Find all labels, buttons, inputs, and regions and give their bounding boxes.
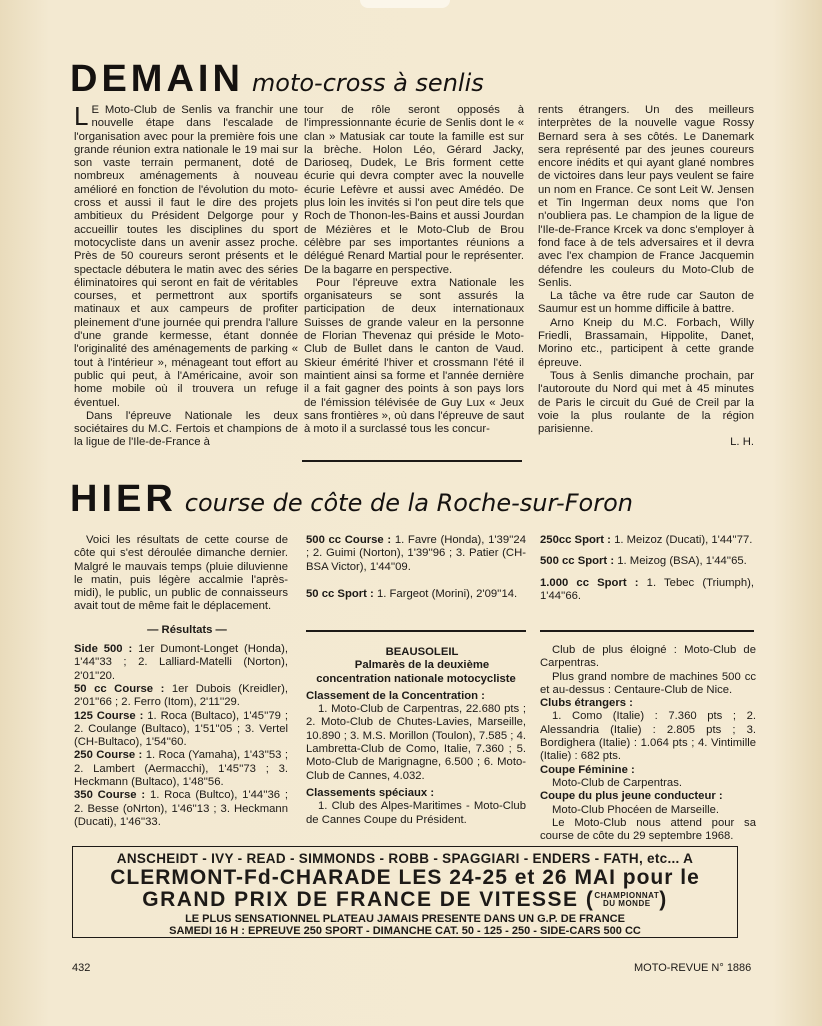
- beausoleil-right-column: [540, 644, 756, 843]
- speciaux-title: Classements spéciaux :: [306, 786, 435, 799]
- result-entry: Side 500 : 1er Dumont-Longet (Honda), 1'44''33 ; 2. Lalliard-Matelli (Norton), 2'01''20.: [74, 643, 288, 682]
- demain-paragraph: tour de rôle seront opposés à l'impressionnante écurie de Senlis dont le « clan » Matusiak car toute la famille est sur la brèche. Holon Léo, Gérard Jacky, Darioseq, Dudek, Le Bris forment cette écurie qui devra compter avec la nouvelle écurie Lefèvre et aussi avec Amédéo. De plus loin les invités si l'on peut dire tels que Roch de Thonon-les-Bains et aussi Jourdan de Mézières et le Moto-Club de Brou célèbre par ses importantes réunions a délégué Renard Martial pour le représenter. De la bagarre en perspective.: [304, 104, 524, 276]
- grand-prix-advertisement: [72, 846, 738, 938]
- hier-subtitle: course de côte de la Roche-sur-Foron: [184, 489, 633, 517]
- result-entry: 250cc Sport : 1. Meizoz (Ducati), 1'44''77.: [540, 534, 753, 546]
- result-entry: 1.000 cc Sport : 1. Tebec (Triumph), 1'44''66.: [540, 576, 754, 602]
- beausoleil-subtitle: Coupe du plus jeune conducteur :: [540, 790, 723, 803]
- result-entry: 50 cc Course : 1er Dubois (Kreidler), 2'01''66 ; 2. Ferro (Itom), 2'11''29.: [74, 682, 289, 709]
- demain-column-3: [538, 104, 754, 450]
- beausoleil-subtitle: Coupe Féminine :: [540, 763, 635, 776]
- beausoleil-subheading: Palmarès de la deuxième concentration nationale motocycliste: [316, 659, 516, 685]
- magazine-issue: MOTO-REVUE N° 1886: [634, 962, 752, 974]
- hier-title: HIER: [70, 478, 177, 520]
- author-signature: L. H.: [730, 436, 754, 449]
- beausoleil-entry: 1. Como (Italie) : 7.360 pts ; 2. Alessandria (Italie) : 2.805 pts ; 3. Bordighera (Italie) : 1.064 pts ; 4. Vintimille (Italie) : 682 pts.: [540, 710, 756, 763]
- classement-title: Classement de la Concentration :: [306, 689, 485, 702]
- classement-text: 1. Moto-Club de Carpentras, 22.680 pts ; 2. Moto-Club de Chutes-Lavies, Marseille, 10.890 ; 3. M.S. Morillon (Toulon), 7.585 ; 4. Lambretta-Club de Como, Italie, 7.360 ; 5. Moto-Club de Marignagne, 6.500 ; 6. Moto-Club de Cannes, 4.032.: [306, 703, 526, 782]
- schedule-line: SAMEDI 16 H : EPREUVE 250 SPORT - DIMANCHE CAT. 50 - 125 - 250 - SIDE-CARS 500 CC: [169, 925, 641, 937]
- beausoleil-entry: Moto-Club Phocéen de Marseille.: [552, 803, 720, 816]
- results-heading: — Résultats —: [147, 623, 227, 636]
- result-entry: 125 Course : 1. Roca (Bultaco), 1'45''79 ; 2. Coulange (Bultaco), 1'51''05 ; 3. Vertel (CH-Bultaco), 1'54''60.: [74, 709, 289, 749]
- page-fold: [360, 0, 450, 8]
- plateau-line: LE PLUS SENSATIONNEL PLATEAU JAMAIS PRESENTE DANS UN G.P. DE FRANCE: [185, 913, 625, 925]
- beausoleil-entry: Club de plus éloigné : Moto-Club de Carpentras.: [540, 644, 756, 670]
- section-divider: [302, 460, 522, 462]
- beausoleil-entry: Plus grand nombre de machines 500 cc et au-dessus : Centaure-Club de Nice.: [540, 670, 756, 696]
- demain-paragraph: L E Moto-Club de Senlis va franchir une nouvelle étape dans l'escalade de l'organisation avec pour la première fois une grande réunion extra nationale le 19 mai sur son vaste terrain permanent, doté de nombreux aménagements à nouveau amélioré en fonction de l'évolution du moto-cross et aussi il faut le dire des projets ambitieux du Président Delgorge pour y accueillir toutes les disciplines du sport motocycliste dans un avenir assez proche. Près de 50 coureurs seront présents et le spectacle débutera le matin avec des séries éliminatoires qui seront en fait de véritables courses, et permettront aux sportifs matinaux et aux campeurs de profiter pleinement d'une journée qui prendra l'allure d'une grande kermesse, étant donnée l'originalité des aménagements de parking « tout à l'intérieur », ménageant tout effort au public qui peut, à l'Américaine, avoir son home mobile où il trouvera un refuge éventuel.: [74, 101, 298, 409]
- result-entry: 500 cc Course : 1. Favre (Honda), 1'39''24 ; 2. Guimi (Norton), 1'39''96 ; 3. Patier (CH-BSA Victor), 1'44''09.: [306, 534, 526, 573]
- result-entry: 500 cc Sport : 1. Meizog (BSA), 1'44''65.: [540, 555, 747, 568]
- hier-column-2: [306, 534, 526, 601]
- drop-cap: L: [74, 101, 89, 131]
- demain-paragraph: rents étrangers. Un des meilleurs interprètes de la nouvelle vague Rossy Bernard sera à ses côtés. Le Danemark sera représenté par des jeunes coureurs encore inédits et qui ayant glané nombres de victoires dans leur pays veulent se faire un nom en France. Ce sont Leit W. Jensen et Tin Ingerman deux noms que l'on n'oubliera pas. Le champion de la ligue de l'Ile-de-France Krcek va donc s'employer à fond face à de tels adversaires et il devra avec l'ex champion de France Jacquemin défendre les couleurs du Moto-Club de Senlis.: [538, 104, 754, 289]
- demain-paragraph: Arno Kneip du M.C. Forbach, Willy Friedli, Brassamain, Hippolite, Danet, Morino etc., participent à cette grande épreuve.: [538, 316, 754, 369]
- demain-paragraph: La tâche va être rude car Sauton de Saumur est un homme difficile à battre.: [538, 290, 754, 316]
- beausoleil-column: [306, 646, 526, 827]
- hier-header: [70, 478, 633, 521]
- demain-paragraph: Pour l'épreuve extra Nationale les organisateurs se sont assurés la participation de deux internationaux Suisses de grande valeur en la personne de Florian Thevenaz qui préside le Moto-Club de Bullet dans le canton de Vaud. Skieur émérité l'hiver et crossmann l'été il maintient ainsi sa forme et l'année dernière il a fait gagner des points à son pays lors de l'émission télévisée de Guy Lux « Jeux sans frontières », où dans l'épreuve de saut à moto il a surclassé tous les concur-: [304, 276, 524, 436]
- demain-column-1: [74, 101, 298, 450]
- event-line: CLERMONT-Fd-CHARADE LES 24-25 et 26 MAI pour le: [110, 866, 700, 889]
- section-divider: [306, 630, 526, 632]
- grand-prix-line: GRAND PRIX DE FRANCE DE VITESSE (CHAMPIONNAT DU MONDE ): [142, 888, 668, 911]
- hier-column-1: [74, 534, 288, 829]
- section-divider: [540, 630, 754, 632]
- demain-paragraph: Tous à Senlis dimanche prochain, par l'autoroute du Nord qui met à 45 minutes de Paris le circuit du Gué de Creil par la voie la plus roulante de la région parisienne.: [538, 369, 754, 436]
- demain-paragraph: Dans l'épreuve Nationale les deux sociétaires du M.C. Fertois et champions de la ligue de l'Ile-de-France à: [74, 409, 298, 449]
- page-number: 432: [72, 962, 91, 974]
- speciaux-text: 1. Club des Alpes-Maritimes - Moto-Club de Cannes Coupe du Président.: [306, 800, 526, 826]
- demain-header: [70, 58, 484, 101]
- result-entry: 50 cc Sport : 1. Fargeot (Morini), 2'09''14.: [306, 587, 518, 600]
- demain-column-2: [304, 104, 524, 436]
- championnat-label: CHAMPIONNAT DU MONDE: [594, 891, 660, 909]
- result-entry: 350 Course : 1. Roca (Bultco), 1'44''36 ; 2. Besse (oNrton), 1'46''13 ; 3. Heckmann (Ducati), 1'46''33.: [74, 789, 289, 828]
- hier-intro: Voici les résultats de cette course de côte qui s'est déroulée dimanche dernier. Malgré le mauvais temps (pluie diluvienne le matin, puis légère accalmie l'après-midi), le public, un public de connaisseurs avait tout de même fait le déplacement.: [74, 534, 288, 613]
- beausoleil-entry: Le Moto-Club nous attend pour sa course de côte du 29 septembre 1968.: [540, 816, 756, 843]
- beausoleil-subtitle: Clubs étrangers :: [540, 697, 633, 710]
- beausoleil-entry: Moto-Club de Carpentras.: [552, 776, 682, 789]
- demain-title: DEMAIN: [70, 58, 244, 100]
- demain-subtitle: moto-cross à senlis: [251, 69, 484, 97]
- result-entry: 250 Course : 1. Roca (Yamaha), 1'43''53 ; 2. Lambert (Aermacchi), 1'45''73 ; 3. Heckmann (Bultaco), 1'48''56.: [74, 749, 288, 789]
- riders-line: ANSCHEIDT - IVY - READ - SIMMONDS - ROBB - SPAGGIARI - ENDERS - FATH, etc... A: [116, 851, 694, 866]
- beausoleil-heading: BEAUSOLEIL: [385, 646, 459, 658]
- hier-column-3: [540, 534, 754, 603]
